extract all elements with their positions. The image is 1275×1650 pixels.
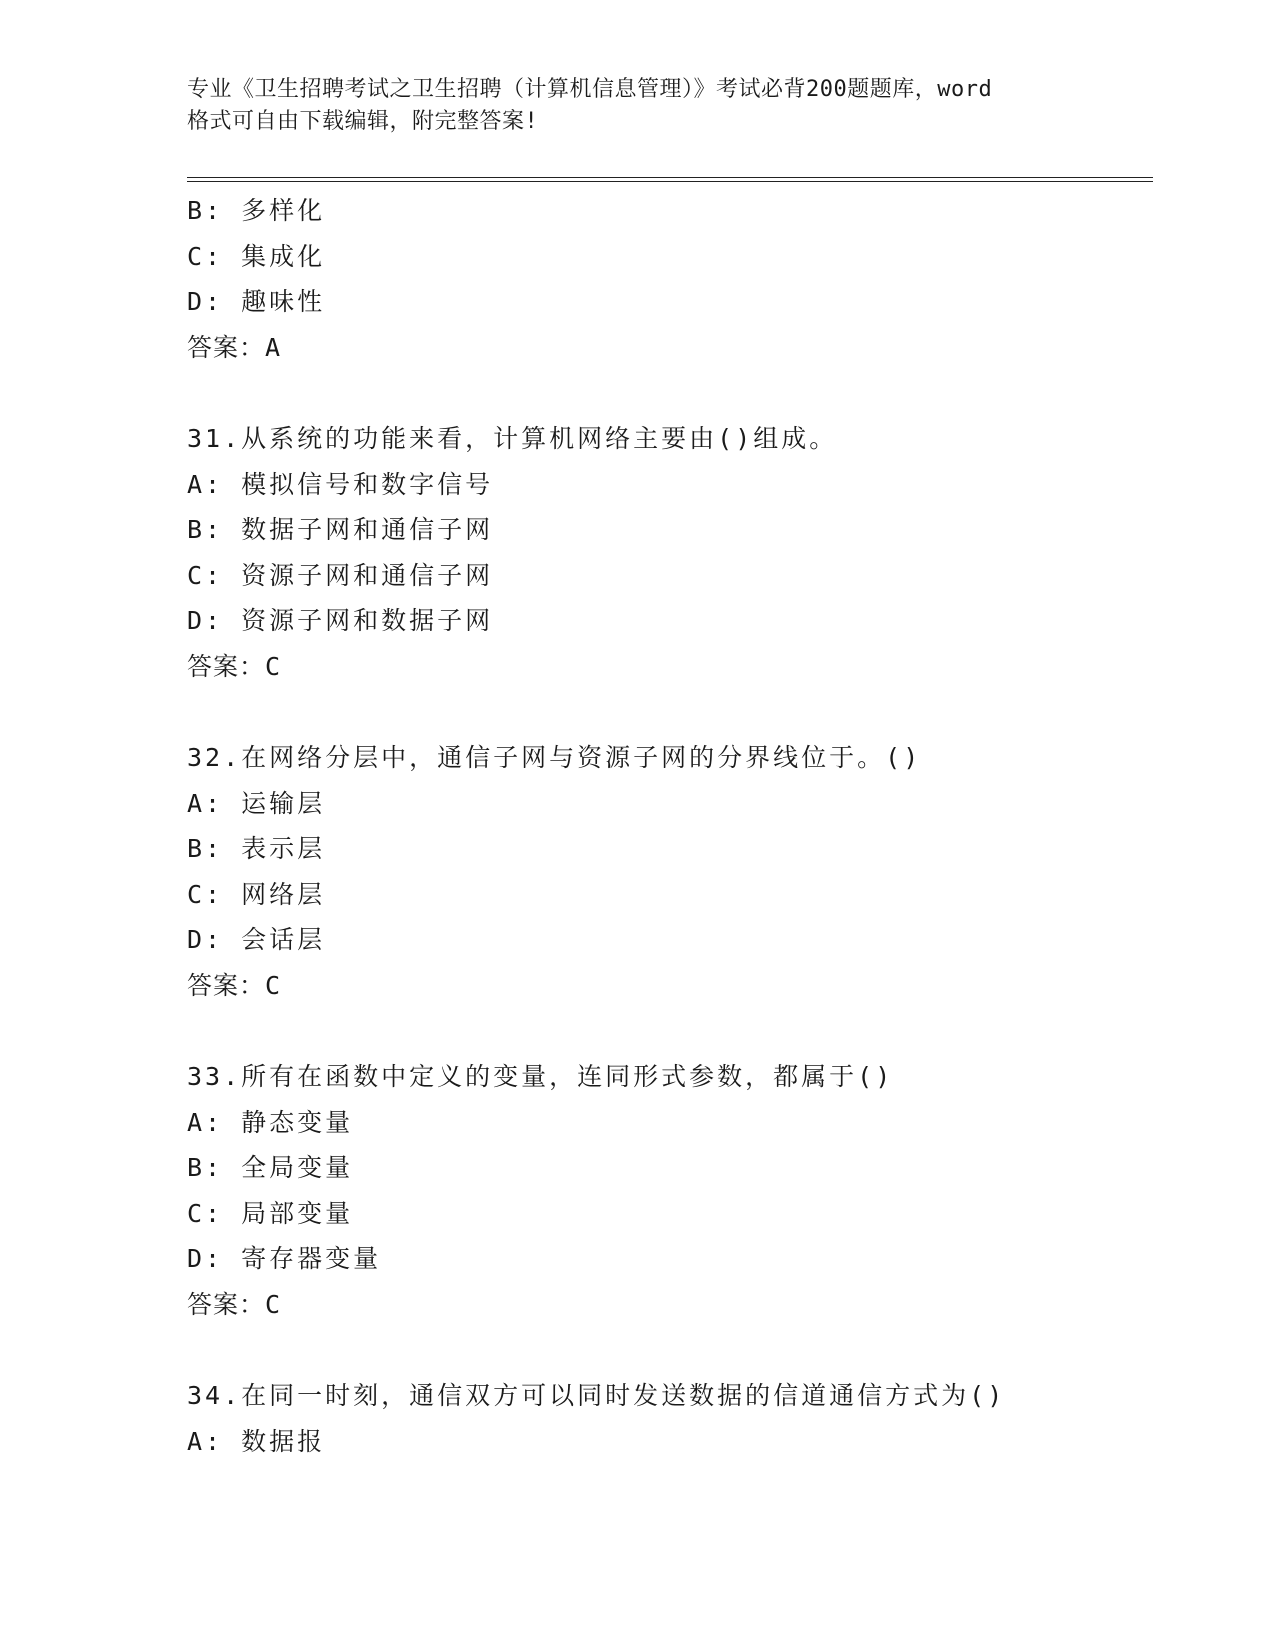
option-b: B: 全局变量 [187,1153,354,1182]
question-34 [187,1373,1147,1464]
option-c: C: 局部变量 [187,1198,354,1228]
answer-line: 答案：C [187,970,282,1000]
answer-line: 答案：C [187,1289,282,1319]
spacer [187,370,1147,416]
option-a: A: 数据报 [187,1426,326,1456]
question-33 [187,1054,1147,1327]
question-stem: 34.在同一时刻，通信双方可以同时发送数据的信道通信方式为() [187,1381,1006,1410]
option-a: A: 静态变量 [187,1107,354,1137]
option-a: A: 运输层 [187,788,326,818]
option-b: B: 数据子网和通信子网 [187,515,494,544]
header-divider-top [187,177,1153,178]
answer-line: 答案：A [187,332,282,362]
spacer [187,1008,1147,1054]
question-stem: 33.所有在函数中定义的变量，连同形式参数，都属于() [187,1062,894,1091]
option-b: B: 表示层 [187,834,326,863]
question-fragment [187,188,1147,370]
header-title-line-1: 专业《卫生招聘考试之卫生招聘（计算机信息管理）》考试必背200题题库，word [187,77,993,102]
option-c: C: 资源子网和通信子网 [187,560,494,590]
question-31 [187,416,1147,689]
spacer [187,1327,1147,1373]
question-list [187,188,1147,1464]
option-a: A: 模拟信号和数字信号 [187,469,494,499]
option-d: D: 寄存器变量 [187,1244,382,1273]
answer-line: 答案：C [187,651,282,681]
option-c: C: 网络层 [187,879,326,909]
option-d: D: 会话层 [187,925,326,954]
option-d: D: 趣味性 [187,287,326,316]
option-c: C: 集成化 [187,241,326,271]
header-divider-bottom [187,181,1153,182]
question-stem: 31.从系统的功能来看，计算机网络主要由()组成。 [187,424,838,453]
question-stem: 32.在网络分层中，通信子网与资源子网的分界线位于。() [187,743,922,772]
document-header [187,74,1087,138]
option-d: D: 资源子网和数据子网 [187,606,494,635]
spacer [187,689,1147,735]
header-title-line-2: 格式可自由下载编辑，附完整答案! [187,109,539,134]
question-32 [187,735,1147,1008]
option-b: B: 多样化 [187,196,326,225]
